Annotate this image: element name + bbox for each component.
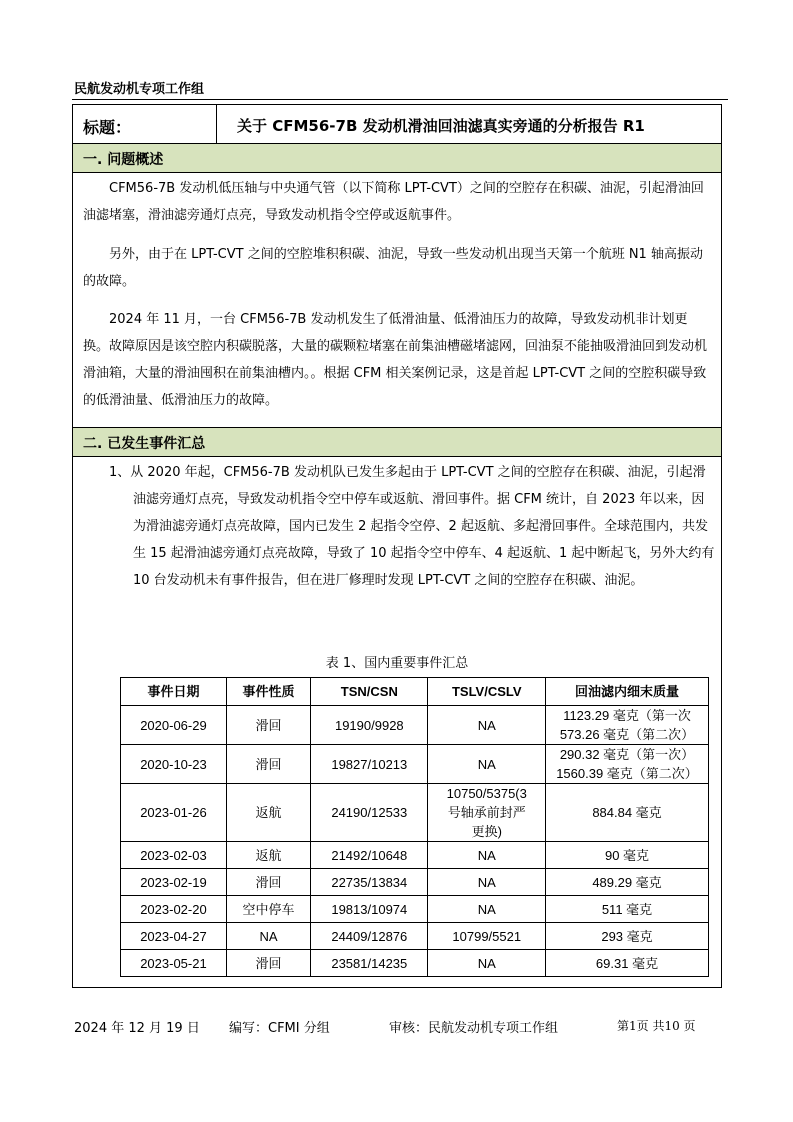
title-row — [73, 105, 721, 144]
table-cell: 滑回 — [226, 745, 310, 784]
title-divider — [216, 105, 217, 143]
table-row — [121, 923, 709, 950]
table-cell: 19827/10213 — [311, 745, 428, 784]
table-cell: 23581/14235 — [311, 950, 428, 977]
table-row — [121, 950, 709, 977]
section-heading-events — [73, 427, 721, 457]
header-divider — [72, 99, 728, 100]
column-header: 事件性质 — [226, 678, 310, 706]
table-cell: NA — [428, 706, 546, 745]
column-header: TSN/CSN — [311, 678, 428, 706]
table-cell: 293 毫克 — [546, 923, 709, 950]
section-heading-text: 一. 问题概述 — [83, 152, 164, 168]
footer-date: 2024 年 12 月 19 日 — [74, 1021, 200, 1036]
table-cell: 511 毫克 — [546, 896, 709, 923]
table-cell: 2023-05-21 — [121, 950, 227, 977]
table-cell: 10799/5521 — [428, 923, 546, 950]
table-cell: 884.84 毫克 — [546, 784, 709, 842]
table-row — [121, 745, 709, 784]
table-cell: 24409/12876 — [311, 923, 428, 950]
table-cell: 2023-02-20 — [121, 896, 227, 923]
table-row — [121, 706, 709, 745]
table-cell: NA — [428, 842, 546, 869]
table-cell: 2023-02-19 — [121, 869, 227, 896]
table-cell: NA — [428, 950, 546, 977]
table-cell: 返航 — [226, 842, 310, 869]
table-cell: 19190/9928 — [311, 706, 428, 745]
paragraph: 另外，由于在 LPT-CVT 之间的空腔堆积积碳、油泥，导致一些发动机出现当天第一个航班 N1 轴高振动的故障。 — [83, 247, 703, 289]
table-row — [121, 869, 709, 896]
column-header: 事件日期 — [121, 678, 227, 706]
table-cell: 290.32 毫克（第一次） 1560.39 毫克（第二次） — [546, 745, 709, 784]
footer-author: 编写：CFMI 分组 — [229, 1021, 330, 1036]
table-cell: 10750/5375(3 号轴承前封严 更换) — [428, 784, 546, 842]
table-cell: 22735/13834 — [311, 869, 428, 896]
footer-page-number: 第1页 共10 页 — [617, 1019, 696, 1033]
events-table — [120, 677, 709, 977]
table-cell: 69.31 毫克 — [546, 950, 709, 977]
table-cell: 2023-04-27 — [121, 923, 227, 950]
table-cell: 返航 — [226, 784, 310, 842]
table-row — [121, 842, 709, 869]
table-cell: NA — [428, 869, 546, 896]
table-cell: 2023-02-03 — [121, 842, 227, 869]
table-cell: 滑回 — [226, 706, 310, 745]
table-cell: 2020-10-23 — [121, 745, 227, 784]
table-cell: NA — [226, 923, 310, 950]
table-header-row — [121, 678, 709, 706]
table-cell: 19813/10974 — [311, 896, 428, 923]
title-label: 标题： — [83, 118, 132, 137]
list-item-paragraph: 1、从 2020 年起，CFM56-7B 发动机队已发生多起由于 LPT-CVT 之间的空腔存在积碳、油泥，引起滑油滤旁通灯点亮，导致发动机指令空中停车或返航、滑回事件。据 CFM 统计，自 2023 年以来，因为滑油滤旁通灯点亮故障，国内已发生 2 起指令空停、2 起返航、多起滑回事件。全球范围内，共发生 15 起滑油滤旁通灯点亮故障，导致了 10 起指令空中停车、4 起返航、1 起中断起飞，另外大约有 10 台发动机未有事件报告，但在进厂修理时发现 LPT-CVT 之间的空腔存在积碳、油泥。 — [109, 465, 715, 588]
paragraph: 2024 年 11 月，一台 CFM56-7B 发动机发生了低滑油量、低滑油压力的故障，导致发动机非计划更换。故障原因是该空腔内积碳脱落，大量的碳颗粒堵塞在前集油槽磁堵滤网，回油泵不能抽吸滑油回到发动机滑油箱，大量的滑油囤积在前集油槽内。。根据 CFM 相关案例记录，这是首起 LPT-CVT 之间的空腔积碳导致的低滑油量、低滑油压力的故障。 — [83, 312, 708, 408]
table-cell: 滑回 — [226, 950, 310, 977]
table-cell: 空中停车 — [226, 896, 310, 923]
column-header: 回油滤内细末质量 — [546, 678, 709, 706]
document-title: 关于 CFM56-7B 发动机滑油回油滤真实旁通的分析报告 R1 — [237, 117, 645, 135]
table-cell: NA — [428, 745, 546, 784]
paragraph: CFM56-7B 发动机低压轴与中央通气管（以下简称 LPT-CVT）之间的空腔存在积碳、油泥，引起滑油回油滤堵塞，滑油滤旁通灯点亮，导致发动机指令空停或返航事件。 — [83, 181, 704, 223]
table-cell: 489.29 毫克 — [546, 869, 709, 896]
table-cell: 2020-06-29 — [121, 706, 227, 745]
section-heading-text: 二. 已发生事件汇总 — [83, 436, 206, 452]
table-cell: 滑回 — [226, 869, 310, 896]
table-caption: 表 1、国内重要事件汇总 — [325, 656, 469, 671]
footer-reviewer: 审核：民航发动机专项工作组 — [389, 1021, 559, 1036]
table-cell: 1123.29 毫克（第一次 573.26 毫克（第二次） — [546, 706, 709, 745]
section-heading-overview — [73, 144, 721, 173]
table-cell: 90 毫克 — [546, 842, 709, 869]
table-cell: NA — [428, 896, 546, 923]
table-row — [121, 784, 709, 842]
document-frame — [72, 104, 722, 988]
table-cell: 21492/10648 — [311, 842, 428, 869]
table-cell: 2023-01-26 — [121, 784, 227, 842]
header-org: 民航发动机专项工作组 — [74, 82, 205, 97]
column-header: TSLV/CSLV — [428, 678, 546, 706]
table-row — [121, 896, 709, 923]
table-cell: 24190/12533 — [311, 784, 428, 842]
